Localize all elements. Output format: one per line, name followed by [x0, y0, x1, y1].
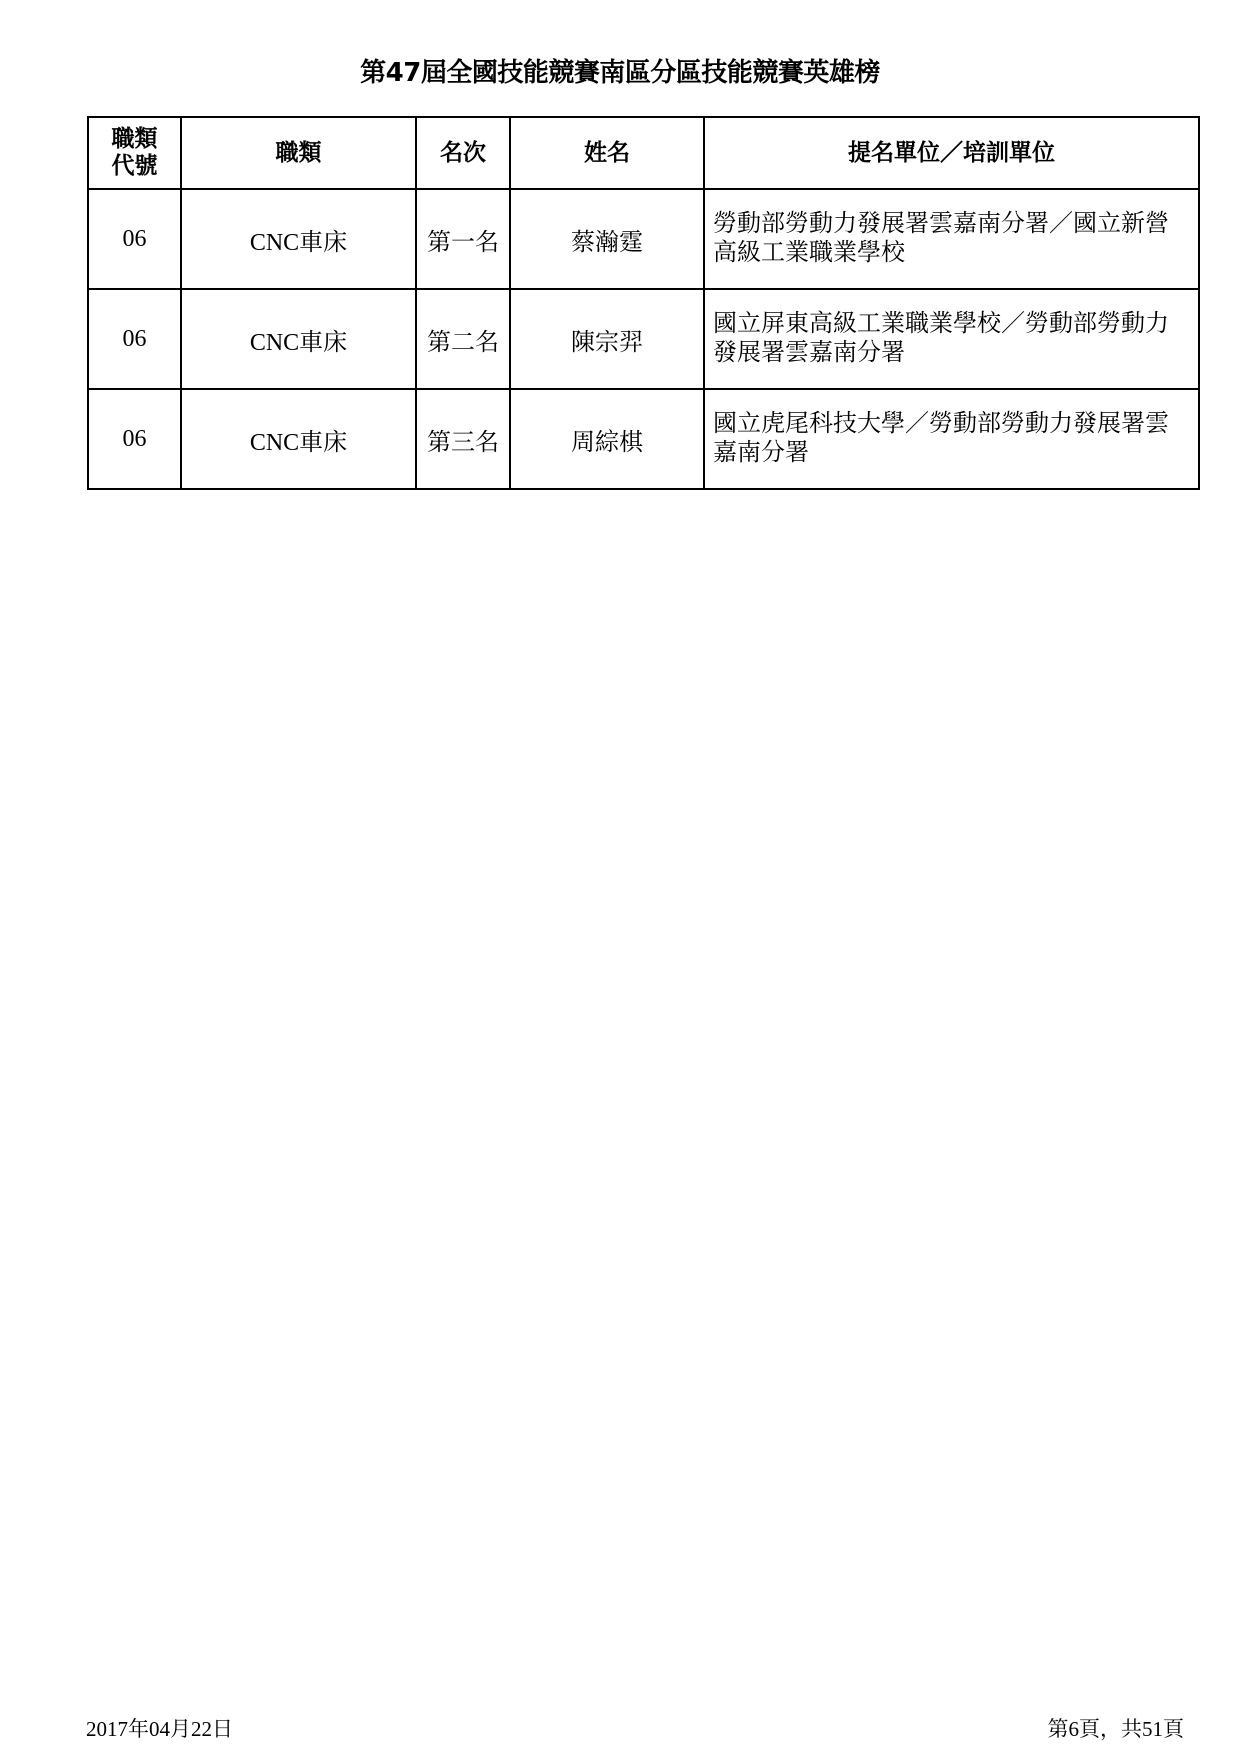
header-unit: 提名單位／培訓單位	[704, 117, 1199, 189]
results-table	[87, 116, 1200, 490]
cell-category: CNC車床	[181, 389, 416, 489]
cell-rank: 第二名	[416, 289, 510, 389]
footer-date: 2017年04月22日	[86, 1717, 233, 1741]
table-row	[88, 289, 1199, 389]
cell-code: 06	[88, 189, 181, 289]
cell-name: 蔡瀚霆	[510, 189, 704, 289]
cell-unit: 國立虎尾科技大學／勞動部勞動力發展署雲嘉南分署	[704, 389, 1199, 489]
header-row	[88, 117, 1199, 189]
cell-category: CNC車床	[181, 189, 416, 289]
cell-name: 周綜棋	[510, 389, 704, 489]
cell-name: 陳宗羿	[510, 289, 704, 389]
cell-rank: 第三名	[416, 389, 510, 489]
header-name: 姓名	[510, 117, 704, 189]
header-code	[88, 117, 181, 189]
table-row	[88, 389, 1199, 489]
footer-page-number: 第6頁，共51頁	[1047, 1717, 1184, 1741]
header-code-line1: 職類	[111, 126, 158, 152]
cell-unit: 勞動部勞動力發展署雲嘉南分署／國立新營高級工業職業學校	[704, 189, 1199, 289]
table-row	[88, 189, 1199, 289]
cell-code: 06	[88, 289, 181, 389]
cell-category: CNC車床	[181, 289, 416, 389]
document-title: 第47屆全國技能競賽南區分區技能競賽英雄榜	[360, 58, 880, 88]
cell-unit: 國立屏東高級工業職業學校／勞動部勞動力發展署雲嘉南分署	[704, 289, 1199, 389]
header-code-line2: 代號	[111, 153, 158, 179]
cell-rank: 第一名	[416, 189, 510, 289]
header-category: 職類	[181, 117, 416, 189]
cell-code: 06	[88, 389, 181, 489]
header-rank: 名次	[416, 117, 510, 189]
